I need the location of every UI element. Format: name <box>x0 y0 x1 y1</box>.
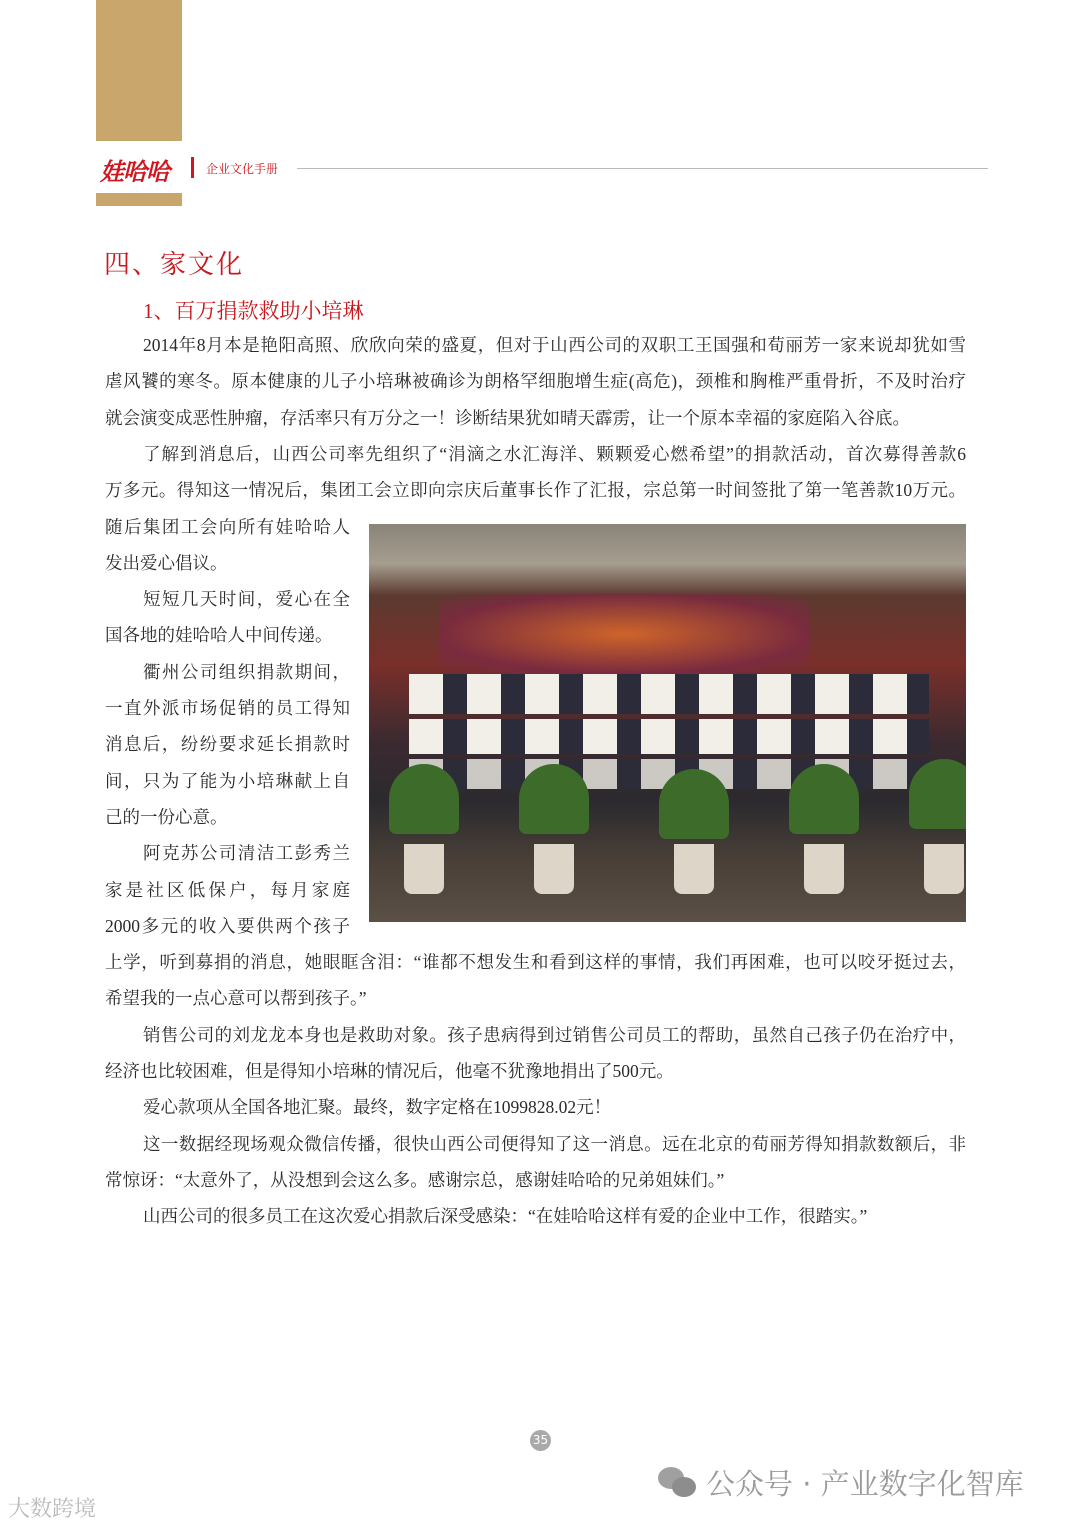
paragraph-line: 一直外派市场促销的员工得知 <box>105 698 350 718</box>
paragraph-line: 己的一份心意。 <box>105 806 228 827</box>
corner-watermark: 大数跨境 <box>8 1497 97 1522</box>
paragraph-line: 2000多元的收入要供两个孩子 <box>105 915 350 936</box>
paragraph-line: 消息后，纷纷要求延长捐款时 <box>105 734 350 755</box>
paragraph-line: 间，只为了能为小培琳献上自 <box>105 770 350 791</box>
wahaha-logo: 娃哈哈 <box>100 157 169 186</box>
donation-ceremony-photo <box>369 524 966 922</box>
wechat-watermark <box>658 1462 1024 1503</box>
paragraph-line: 爱心款项从全国各地汇聚。最终，数字定格在1099828.02元！ <box>143 1097 612 1118</box>
paragraph-line: 国各地的娃哈哈人中间传递。 <box>105 625 333 646</box>
header-rule <box>297 168 988 169</box>
paragraph-line: 阿克苏公司清洁工彭秀兰 <box>143 843 350 864</box>
paragraph-line: 发出爱心倡议。 <box>105 552 228 573</box>
paragraph-line: 短短几天时间，爱心在全 <box>143 589 350 610</box>
wechat-watermark-text: 公众号 · 产业数字化智库 <box>706 1467 1024 1501</box>
paragraph-line: 经济也比较困难，但是得知小培琳的情况后，他毫不犹豫地捐出了500元。 <box>105 1061 674 1081</box>
page-number: 35 <box>530 1430 551 1451</box>
paragraph-line: 万多元。得知这一情况后，集团工会立即向宗庆后董事长作了汇报，宗总第一时间签批了第一笔善款10万元。 <box>105 480 966 501</box>
section-title: 四、家文化 <box>104 250 245 279</box>
subsection-title: 1、百万捐款救助小培琳 <box>143 299 364 323</box>
paragraph-line: 2014年8月本是艳阳高照、欣欣向荣的盛夏，但对于山西公司的双职工王国强和荀丽芳一家来说却犹如雪 <box>143 335 966 355</box>
wechat-icon <box>658 1467 698 1499</box>
paragraph-line: 这一数据经现场观众微信传播，很快山西公司便得知了这一消息。远在北京的荀丽芳得知捐款数额后，非 <box>143 1133 966 1154</box>
paragraph-line: 常惊讶：“太意外了，从没想到会这么多。感谢宗总，感谢娃哈哈的兄弟姐妹们。” <box>105 1169 725 1190</box>
gold-header-bar <box>96 193 182 206</box>
paragraph-line: 销售公司的刘龙龙本身也是救助对象。孩子患病得到过销售公司员工的帮助，虽然自己孩子仍在治疗中， <box>143 1024 966 1045</box>
paragraph-line: 衢州公司组织捐款期间， <box>143 661 350 682</box>
paragraph-line: 山西公司的很多员工在这次爱心捐款后深受感染：“在娃哈哈这样有爱的企业中工作，很踏实。” <box>143 1206 868 1227</box>
paragraph-line: 随后集团工会向所有娃哈哈人 <box>105 516 350 537</box>
paragraph-line: 了解到消息后，山西公司率先组织了“涓滴之水汇海洋、颗颗爱心燃希望”的捐款活动，首次募得善款6 <box>143 443 966 464</box>
header-divider <box>191 157 194 178</box>
header-title: 企业文化手册 <box>206 162 279 176</box>
gold-header-block <box>96 0 182 141</box>
paragraph-line: 希望我的一点心意可以帮到孩子。” <box>105 988 367 1009</box>
paragraph-line: 虐风饕的寒冬。原本健康的儿子小培琳被确诊为朗格罕细胞增生症(高危)，颈椎和胸椎严重骨折，不及时治疗 <box>105 371 966 392</box>
paragraph-line: 上学，听到募捐的消息，她眼眶含泪：“谁都不想发生和看到这样的事情，我们再困难，也可以咬牙挺过去， <box>105 952 966 973</box>
paragraph-line: 家是社区低保户，每月家庭 <box>105 879 350 900</box>
paragraph-line: 就会演变成恶性肿瘤，存活率只有万分之一！诊断结果犹如晴天霹雳，让一个原本幸福的家庭陷入谷底。 <box>105 407 910 428</box>
